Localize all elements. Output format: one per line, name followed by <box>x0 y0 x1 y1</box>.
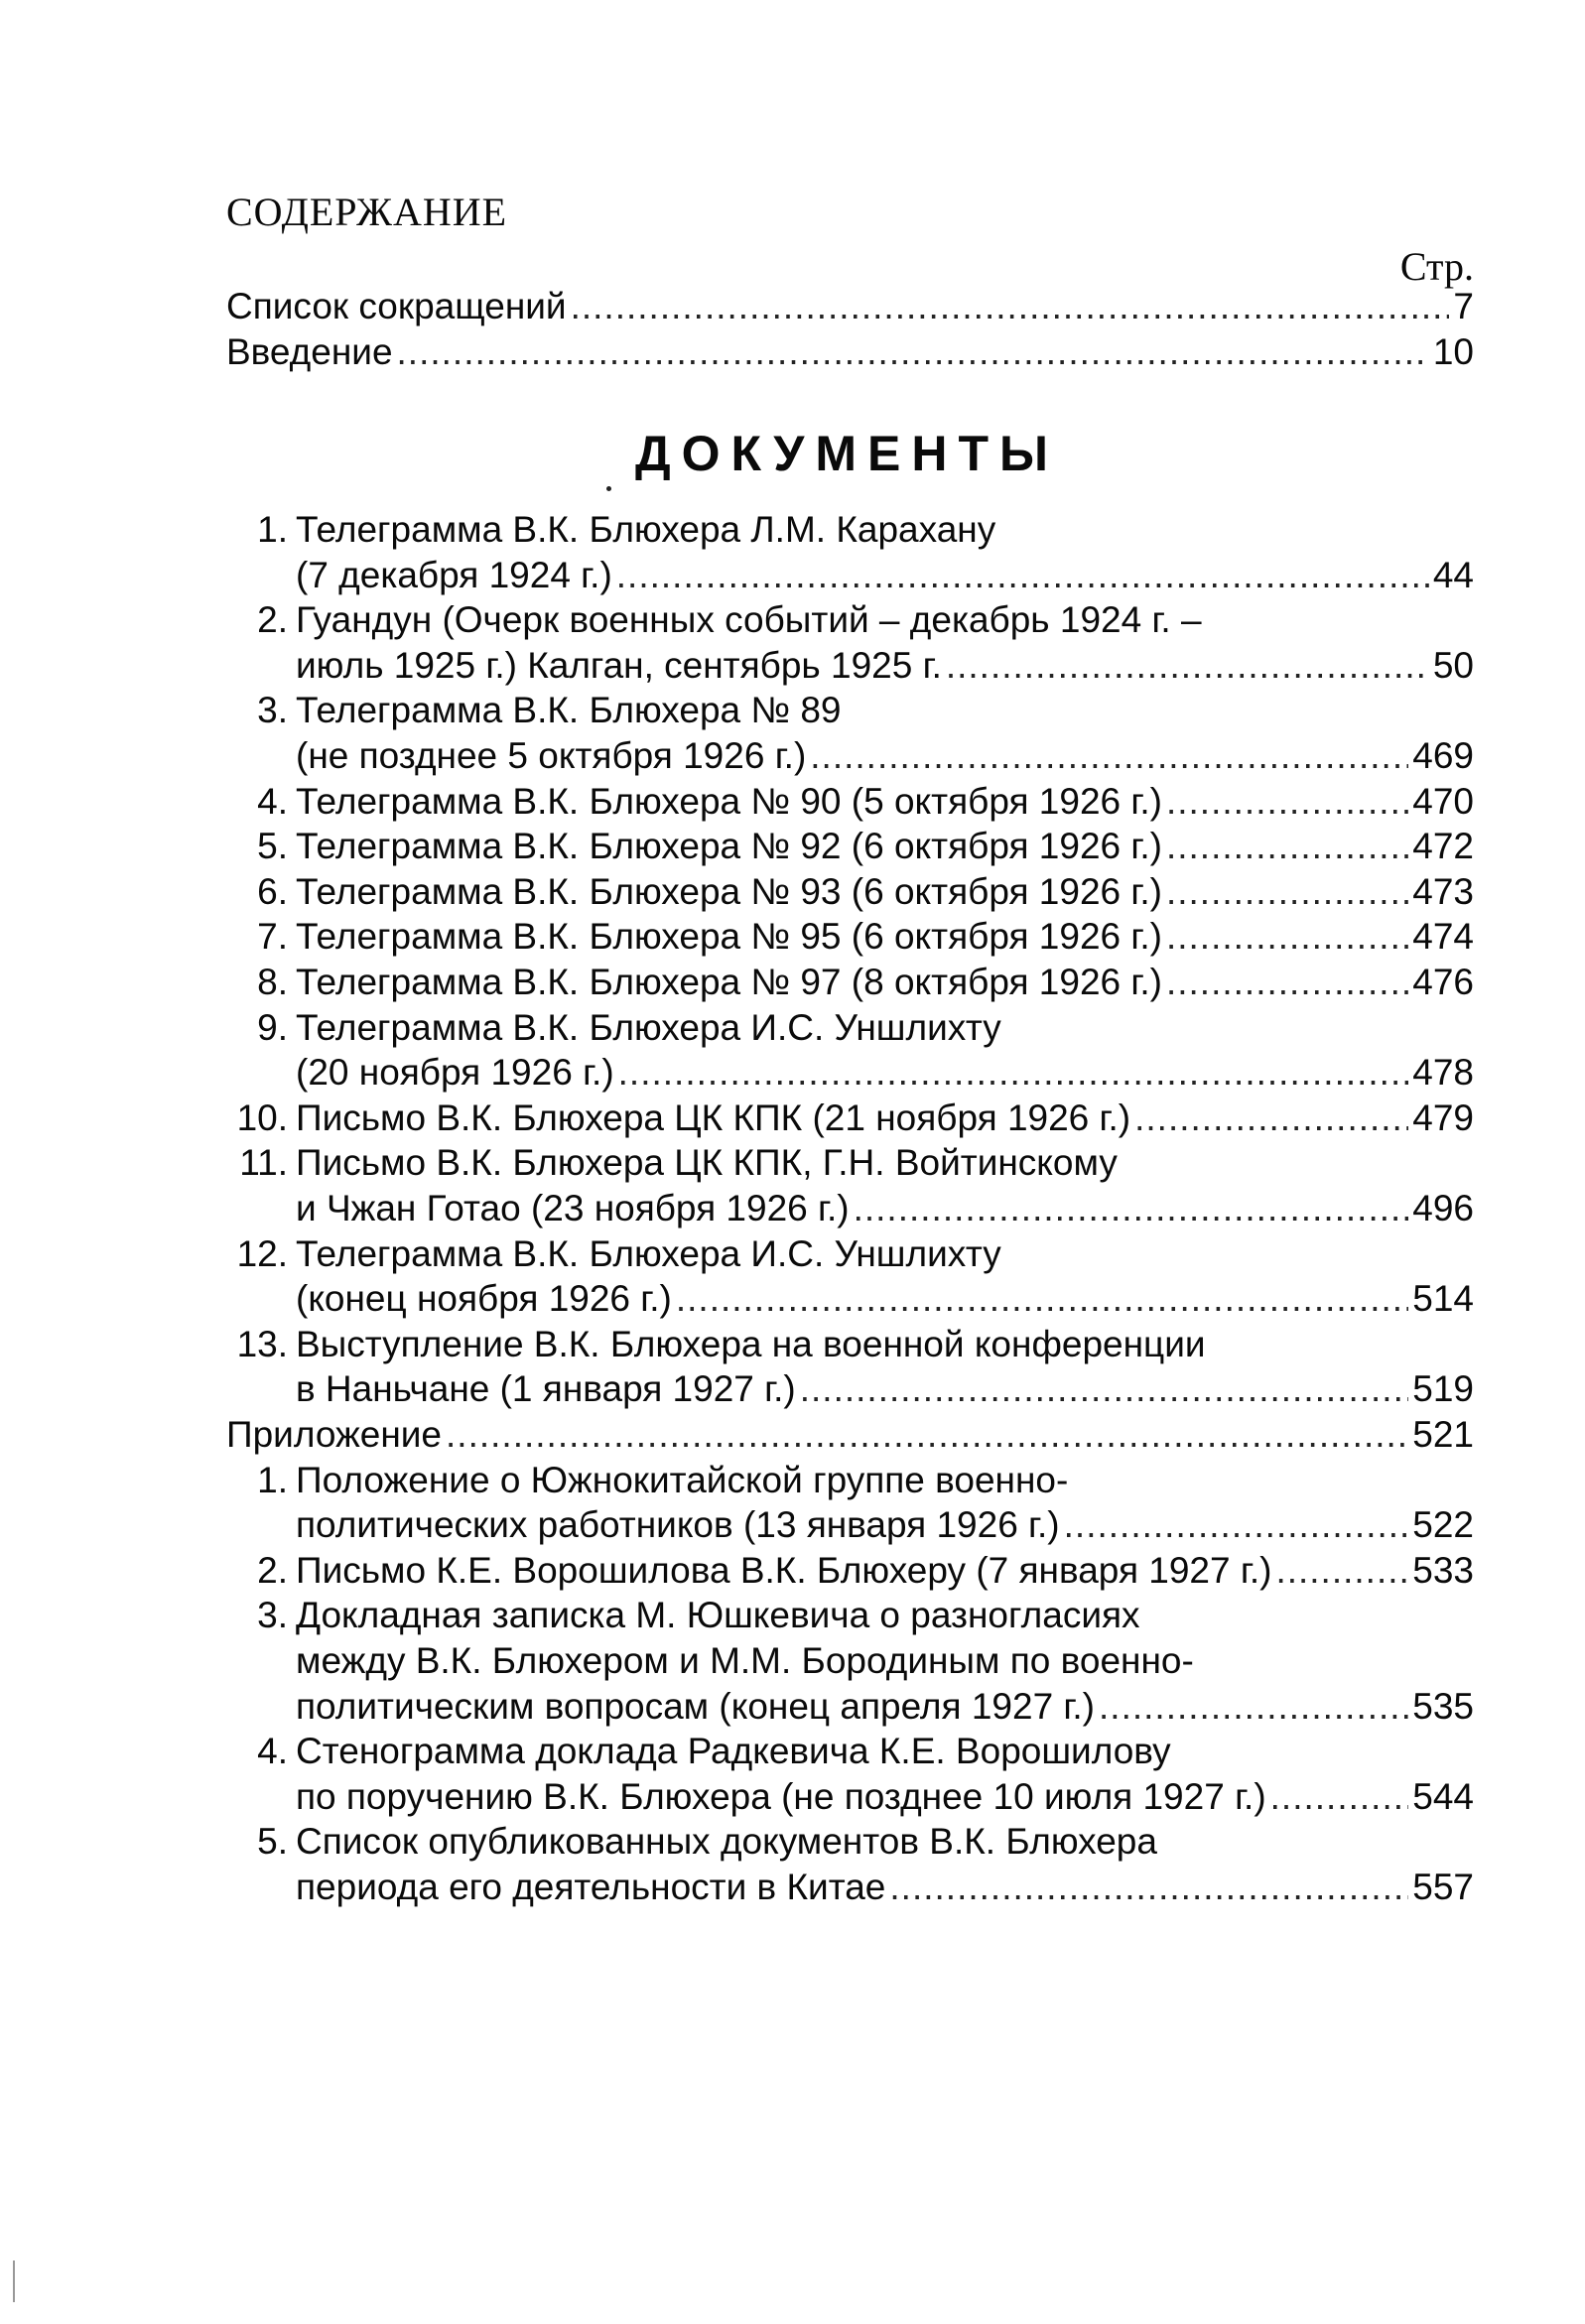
toc-item-title: Письмо В.К. Блюхера ЦК КПК, Г.Н. Войтинскому <box>296 1142 1118 1184</box>
toc-item-title: Выступление В.К. Блюхера на военной конференции <box>296 1323 1206 1364</box>
toc-item-continuation <box>296 1866 1474 1909</box>
toc-item-continuation <box>296 1187 1474 1230</box>
toc-item-title: Телеграмма В.К. Блюхера № 97 (8 октября 1926 г.) <box>296 962 1162 1002</box>
stray-dot <box>606 486 611 491</box>
toc-page-number: 478 <box>1412 1052 1474 1094</box>
toc-item <box>236 1323 1474 1366</box>
page-column-label: Стр. <box>1399 244 1474 289</box>
dot-leader <box>1166 915 1408 959</box>
toc-item-continuation <box>296 1503 1474 1547</box>
toc-item-number: 1. <box>257 509 288 550</box>
toc-page-number: 44 <box>1432 554 1474 595</box>
toc-item-title: (конец ноября 1926 г.) <box>296 1278 672 1320</box>
toc-item <box>257 689 1474 732</box>
toc-page-number: 479 <box>1412 1097 1474 1138</box>
toc-item <box>236 1232 1474 1276</box>
toc-page-number: 522 <box>1412 1504 1474 1546</box>
toc-front-entry <box>226 285 1474 328</box>
toc-item <box>257 1459 1474 1502</box>
toc-item <box>239 1141 1474 1185</box>
toc-item <box>236 1097 1474 1140</box>
toc-page-number: 50 <box>1432 644 1474 686</box>
toc-item-number: 4. <box>257 1731 288 1772</box>
page-edge-mark <box>13 2260 15 2302</box>
toc-page-number: 474 <box>1412 916 1474 958</box>
toc-item-title: Телеграмма В.К. Блюхера № 93 (6 октября 1926 г.) <box>296 870 1162 912</box>
toc-item <box>257 598 1474 642</box>
dot-leader <box>1166 870 1408 914</box>
dot-leader <box>800 1367 1409 1411</box>
toc-item-number: 13. <box>236 1323 288 1364</box>
toc-item-number: 11. <box>239 1142 288 1184</box>
dot-leader <box>676 1277 1408 1321</box>
toc-page-number: 476 <box>1412 962 1474 1002</box>
dot-leader <box>571 285 1450 328</box>
toc-item-title: Телеграмма В.К. Блюхера Л.М. Карахану <box>296 509 996 550</box>
dot-leader <box>1099 1685 1408 1729</box>
toc-item-title: Телеграмма В.К. Блюхера И.С. Уншлихту <box>296 1232 1001 1274</box>
toc-item-number: 3. <box>257 690 288 731</box>
dot-leader <box>616 554 1429 597</box>
toc-item-number: 5. <box>257 826 288 867</box>
toc-item-title: Телеграмма В.К. Блюхера № 92 (6 октября 1926 г.) <box>296 826 1162 867</box>
toc-page-number: 521 <box>1412 1414 1474 1455</box>
toc-item-title: (20 ноября 1926 г.) <box>296 1052 614 1094</box>
toc-page-number: 519 <box>1412 1368 1474 1410</box>
toc-item-continuation <box>296 1277 1474 1321</box>
toc-item-title: в Наньчане (1 января 1927 г.) <box>296 1368 796 1410</box>
toc-item-title: Докладная записка М. Юшкевича о разногласиях <box>296 1595 1140 1636</box>
toc-item-title: Положение о Южнокитайской группе военно- <box>296 1459 1069 1500</box>
toc-item <box>257 1006 1474 1050</box>
toc-item-number: 9. <box>257 1006 288 1048</box>
toc-item <box>257 1594 1474 1637</box>
toc-item-title: Телеграмма В.К. Блюхера № 89 <box>296 690 842 731</box>
toc-item-continuation <box>296 1685 1474 1729</box>
dot-leader <box>446 1413 1408 1457</box>
dot-leader <box>1064 1503 1409 1547</box>
toc-page-number: 535 <box>1412 1685 1474 1727</box>
toc-item-number: 2. <box>257 599 288 641</box>
dot-leader <box>1270 1775 1409 1819</box>
toc-appendix <box>226 1413 1474 1457</box>
dot-leader <box>618 1051 1409 1095</box>
dot-leader <box>397 330 1429 374</box>
toc-item-title: политических работников (13 января 1926 г.) <box>296 1504 1060 1546</box>
toc-page-number: 514 <box>1412 1278 1474 1320</box>
toc-page-number: 496 <box>1412 1188 1474 1228</box>
toc-item <box>257 780 1474 824</box>
toc-front-entry <box>226 330 1474 374</box>
toc-page-number: 472 <box>1412 826 1474 867</box>
toc-page-number: 7 <box>1453 286 1474 326</box>
toc-item-title: (7 декабря 1924 г.) <box>296 554 612 595</box>
toc-item-title: по поручению В.К. Блюхера (не позднее 10 июля 1927 г.) <box>296 1775 1266 1817</box>
toc-item-number: 4. <box>257 780 288 822</box>
toc-item-title: Список опубликованных документов В.К. Блюхера <box>296 1821 1157 1863</box>
toc-page-number: 533 <box>1412 1549 1474 1591</box>
toc-item-title: Стенограмма доклада Радкевича К.Е. Ворошилову <box>296 1731 1171 1772</box>
toc-page-number: 470 <box>1412 780 1474 822</box>
toc-item <box>257 508 1474 552</box>
toc-item-title: и Чжан Готао (23 ноября 1926 г.) <box>296 1188 850 1228</box>
dot-leader <box>946 644 1429 688</box>
toc-item-continuation <box>296 1775 1474 1819</box>
toc-item-continuation <box>296 1367 1474 1411</box>
toc-item <box>257 1730 1474 1773</box>
toc-item <box>257 1549 1474 1593</box>
toc-item-title: Список сокращений <box>226 286 567 326</box>
toc-item-number: 8. <box>257 962 288 1002</box>
toc-item-title: Приложение <box>226 1414 443 1455</box>
toc-page-number: 473 <box>1412 870 1474 912</box>
dot-leader <box>889 1866 1408 1909</box>
toc-item-number: 3. <box>257 1595 288 1636</box>
toc-item-number: 2. <box>257 1549 288 1591</box>
toc-item-title: (не позднее 5 октября 1926 г.) <box>296 735 807 776</box>
toc-item-title: Телеграмма В.К. Блюхера № 90 (5 октября 1926 г.) <box>296 780 1162 822</box>
toc-item-title: между В.К. Блюхером и М.М. Бородиным по военно- <box>296 1640 1194 1681</box>
dot-leader <box>810 734 1408 778</box>
section-title-documents: ДОКУМЕНТЫ <box>635 426 1059 481</box>
toc-item <box>257 870 1474 914</box>
toc-item-number: 7. <box>257 916 288 958</box>
toc-item <box>257 961 1474 1004</box>
toc-item-continuation <box>296 1639 1474 1683</box>
toc-item-number: 12. <box>236 1232 288 1274</box>
toc-item-continuation <box>296 554 1474 597</box>
toc-item <box>257 1820 1474 1864</box>
toc-page-number: 544 <box>1412 1775 1474 1817</box>
toc-item-number: 5. <box>257 1821 288 1863</box>
toc-item-title: Введение <box>226 330 393 372</box>
toc-page-number: 557 <box>1412 1867 1474 1907</box>
dot-leader <box>1166 961 1408 1004</box>
toc-item <box>257 825 1474 868</box>
toc-item-continuation <box>296 734 1474 778</box>
toc-item-title: Гуандун (Очерк военных событий – декабрь 1924 г. – <box>296 599 1202 641</box>
dot-leader <box>1134 1097 1408 1140</box>
toc-item-title: Письмо К.Е. Ворошилова В.К. Блюхеру (7 января 1927 г.) <box>296 1549 1272 1591</box>
toc-item-continuation <box>296 1051 1474 1095</box>
toc-page-number: 469 <box>1412 735 1474 776</box>
toc-item <box>257 915 1474 959</box>
dot-leader <box>1275 1549 1408 1593</box>
page-title: СОДЕРЖАНИЕ <box>226 190 508 234</box>
dot-leader <box>1166 780 1408 824</box>
toc-item-title: июль 1925 г.) Калган, сентябрь 1925 г. <box>296 644 942 686</box>
toc-page-number: 10 <box>1432 330 1474 372</box>
dot-leader <box>1166 825 1408 868</box>
toc-item-continuation <box>296 644 1474 688</box>
toc-item-number: 1. <box>257 1459 288 1500</box>
dot-leader <box>854 1187 1409 1230</box>
toc-item-title: политическим вопросам (конец апреля 1927 г.) <box>296 1685 1096 1727</box>
toc-item-number: 10. <box>236 1097 288 1138</box>
toc-item-title: Телеграмма В.К. Блюхера И.С. Уншлихту <box>296 1006 1001 1048</box>
toc-item-title: периода его деятельности в Китае <box>296 1867 886 1907</box>
toc-item-title: Телеграмма В.К. Блюхера № 95 (6 октября 1926 г.) <box>296 916 1162 958</box>
toc-item-title: Письмо В.К. Блюхера ЦК КПК (21 ноября 1926 г.) <box>296 1097 1131 1138</box>
toc-item-number: 6. <box>257 870 288 912</box>
